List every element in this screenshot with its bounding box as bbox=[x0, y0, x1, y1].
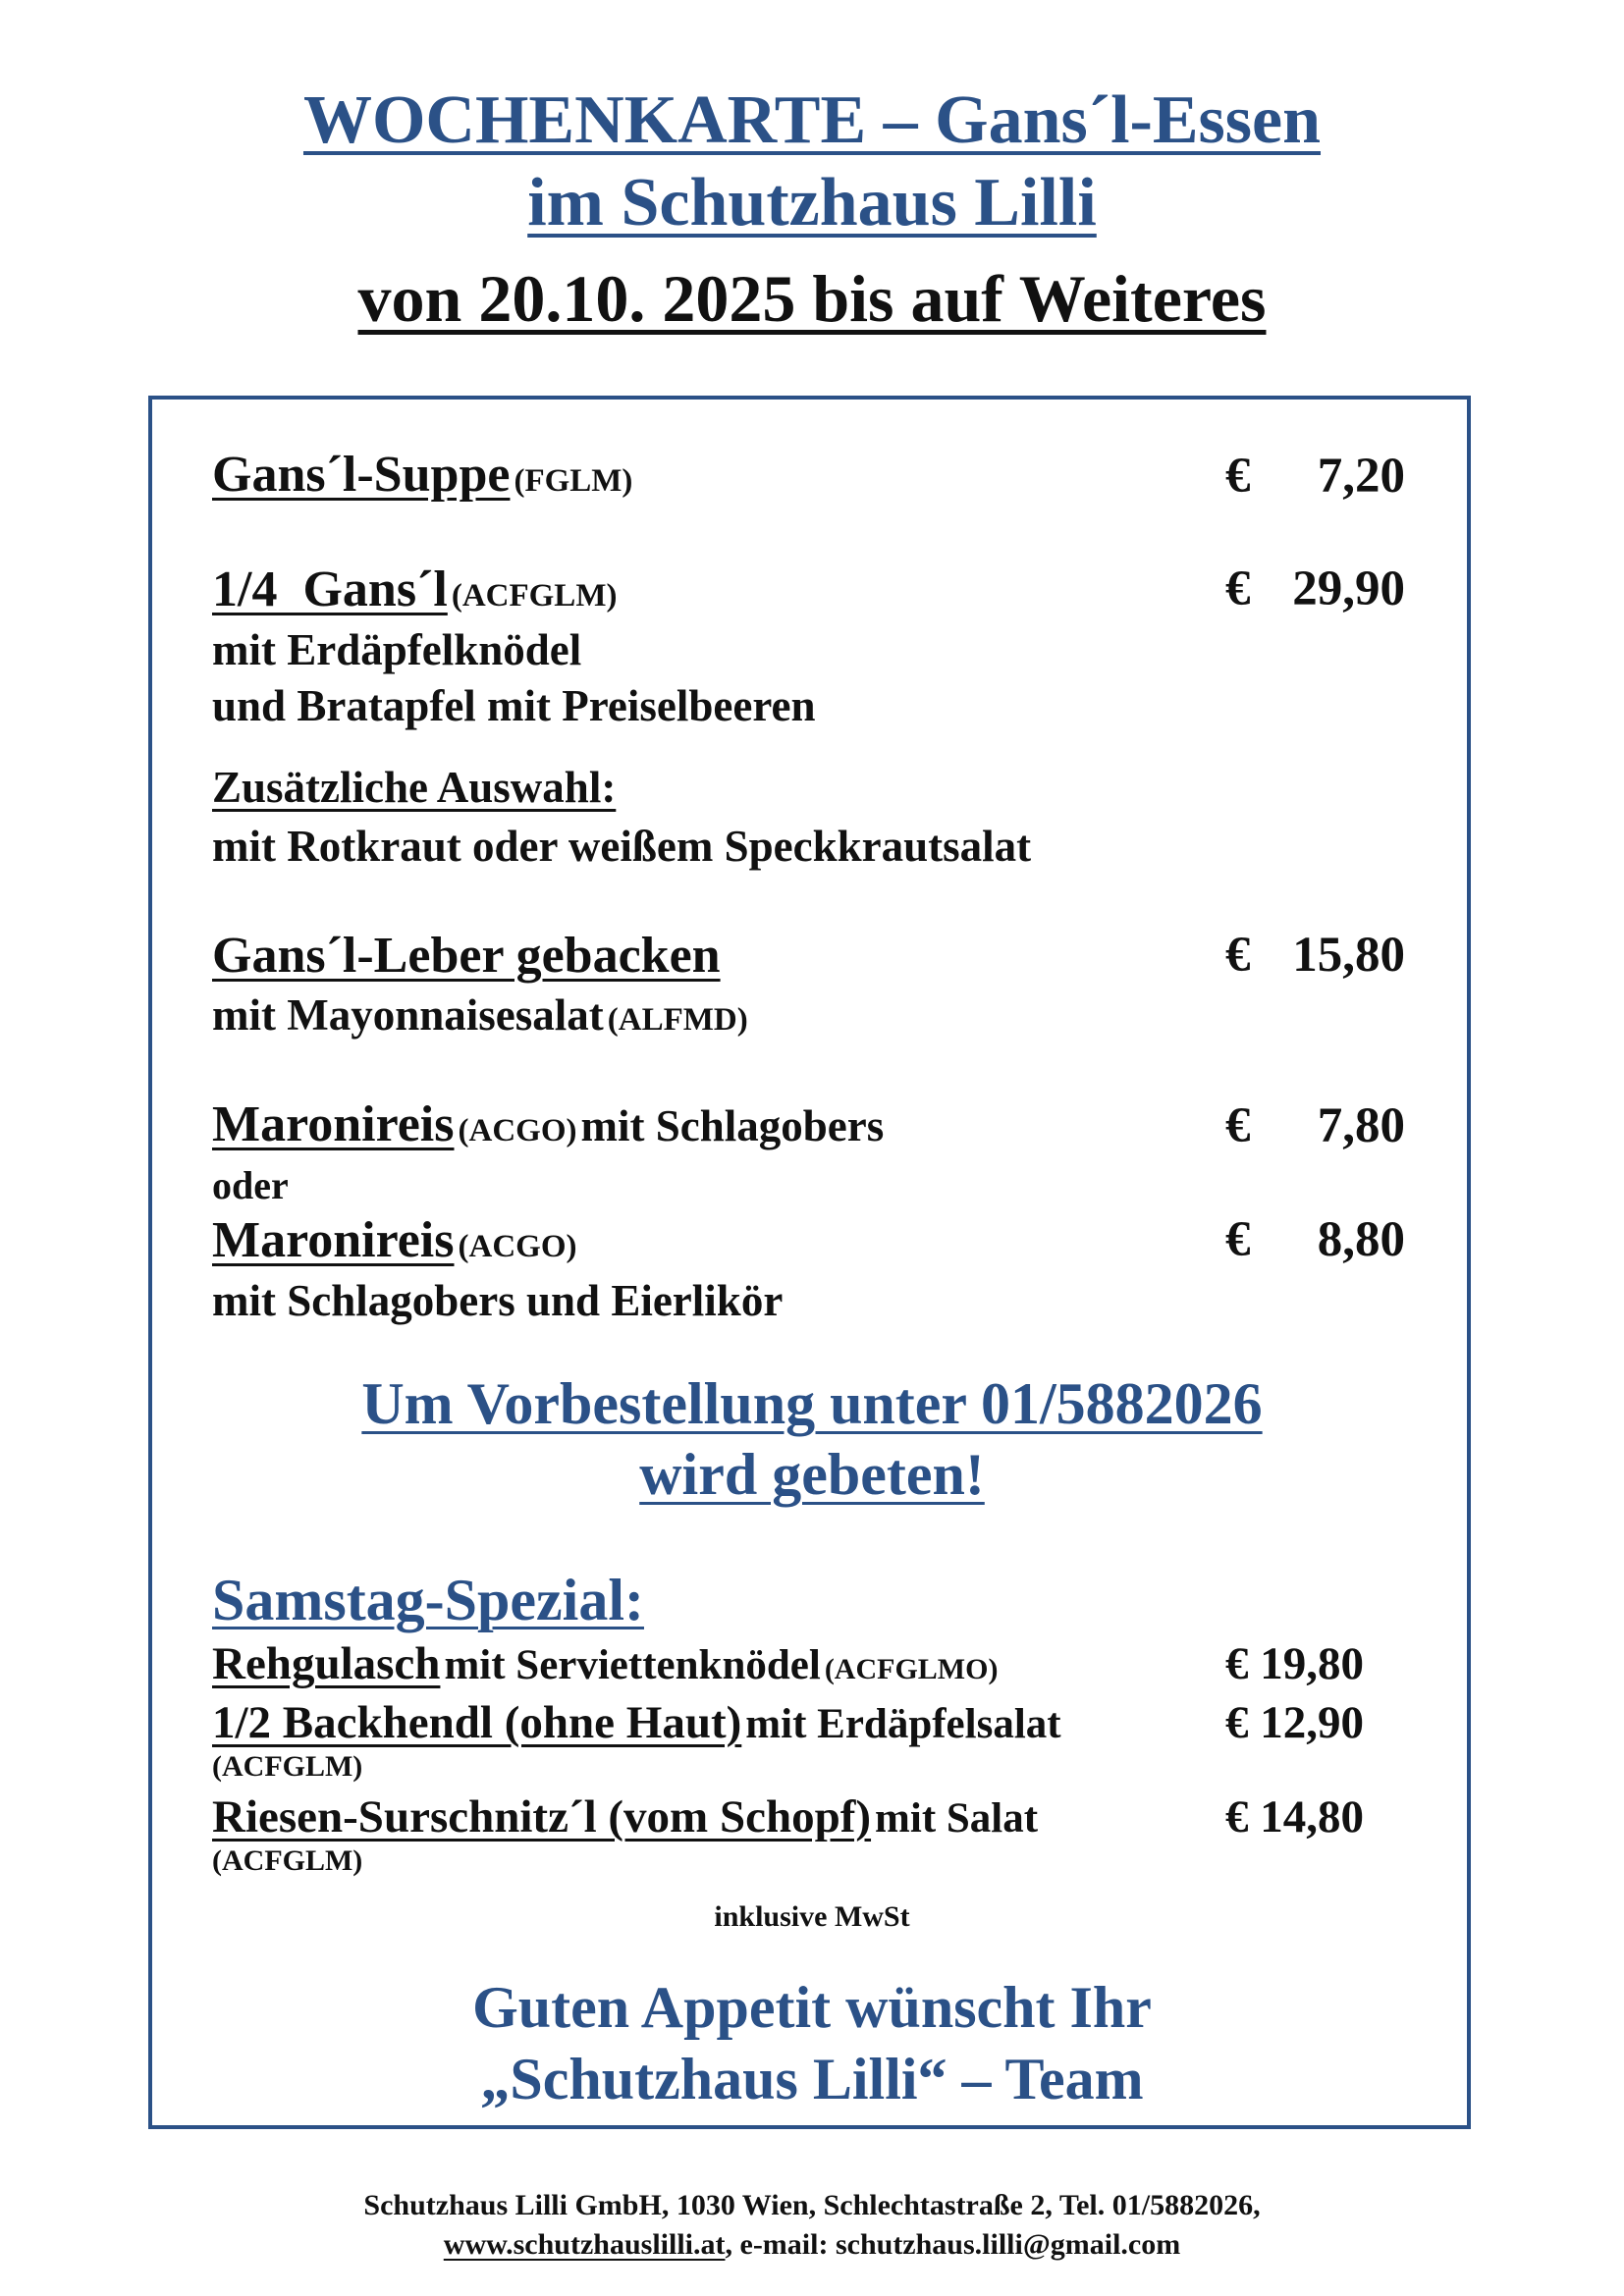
title-line-2: im Schutzhaus Lilli bbox=[527, 165, 1097, 240]
item-allergens: (ACGO) bbox=[458, 1229, 577, 1264]
item-description: mit Schlagobers und Eierlikör bbox=[212, 1276, 784, 1325]
price-suppe: € 7,20 bbox=[1225, 449, 1405, 504]
samstag-item: 1/2 Backhendl (ohne Haut) mit Erdäpfelsalat bbox=[212, 1697, 1061, 1748]
item-allergens: (ACFGLM) bbox=[451, 578, 618, 614]
samstag-item: Riesen-Surschnitz´l (vom Schopf) mit Salat bbox=[212, 1791, 1039, 1842]
price-samstag-3: € 14,80 bbox=[1225, 1791, 1364, 1842]
closing-line-1: Guten Appetit wünscht Ihr bbox=[472, 1975, 1152, 2040]
date-line: von 20.10. 2025 bis auf Weiteres bbox=[357, 261, 1267, 336]
menu-item-leber: Gans´l-Leber gebacken bbox=[212, 928, 721, 984]
vorbestellung-line-1: Um Vorbestellung unter 01/5882026 bbox=[361, 1371, 1263, 1436]
item-allergens: (ALFMD) bbox=[607, 1002, 748, 1038]
mwst-note: inklusive MwSt bbox=[714, 1900, 910, 1933]
item-name: Maronireis bbox=[212, 1096, 455, 1152]
oder-text: oder bbox=[212, 1163, 289, 1207]
menu-item-maroni-2 bbox=[212, 1212, 577, 1268]
item-name: 1/2 Backhendl (ohne Haut) bbox=[212, 1697, 742, 1748]
footer-contact bbox=[0, 2230, 1624, 2260]
item-allergens: (ACFGLM) bbox=[212, 1844, 363, 1877]
email-text: , e-mail: schutzhaus.lilli@gmail.com bbox=[725, 2228, 1181, 2261]
menu-item-viertel bbox=[212, 561, 618, 617]
item-allergens: (ACFGLM) bbox=[212, 1750, 363, 1783]
price-samstag-1: € 19,80 bbox=[1225, 1638, 1364, 1689]
auswahl-text: mit Rotkraut oder weißem Speckkrautsalat bbox=[212, 822, 1032, 871]
item-allergens: (FGLM) bbox=[514, 463, 633, 499]
item-description: mit Erdäpfelknödel bbox=[212, 625, 582, 674]
auswahl-label: Zusätzliche Auswahl: bbox=[212, 763, 617, 812]
price-maroni-2: € 8,80 bbox=[1225, 1212, 1405, 1267]
item-name: 1/4 Gans´l bbox=[212, 561, 448, 617]
samstag-title: Samstag-Spezial: bbox=[212, 1568, 644, 1632]
item-description: mit Mayonnaisesalat (ALFMD) bbox=[212, 990, 748, 1040]
item-description: und Bratapfel mit Preiselbeeren bbox=[212, 681, 816, 730]
price-samstag-2: € 12,90 bbox=[1225, 1697, 1364, 1748]
menu-item-suppe bbox=[212, 447, 633, 503]
item-name: Gans´l-Suppe bbox=[212, 447, 511, 503]
price-maroni-1: € 7,80 bbox=[1225, 1098, 1405, 1153]
price-leber: € 15,80 bbox=[1225, 928, 1405, 983]
item-name: Rehgulasch bbox=[212, 1638, 441, 1689]
vorbestellung-line-2: wird gebeten! bbox=[639, 1442, 985, 1507]
samstag-item: Rehgulasch mit Serviettenknödel (ACFGLMO) bbox=[212, 1638, 999, 1689]
item-name: Riesen-Surschnitz´l (vom Schopf) bbox=[212, 1791, 872, 1842]
item-allergens: (ACFGLMO) bbox=[824, 1653, 999, 1685]
item-name: Maronireis bbox=[212, 1212, 455, 1268]
footer-address: Schutzhaus Lilli GmbH, 1030 Wien, Schlechtastraße 2, Tel. 01/5882026, bbox=[363, 2189, 1261, 2221]
price-viertel: € 29,90 bbox=[1225, 561, 1405, 616]
closing-line-2: „Schutzhaus Lilli“ – Team bbox=[480, 2047, 1144, 2111]
item-allergens: (ACGO) bbox=[458, 1113, 577, 1148]
menu-item-maroni-1: Maronireis (ACGO) mit Schlagobers bbox=[212, 1096, 885, 1152]
title-line-1: WOCHENKARTE – Gans´l-Essen bbox=[302, 82, 1322, 158]
website-link[interactable]: www.schutzhauslilli.at bbox=[443, 2228, 726, 2261]
